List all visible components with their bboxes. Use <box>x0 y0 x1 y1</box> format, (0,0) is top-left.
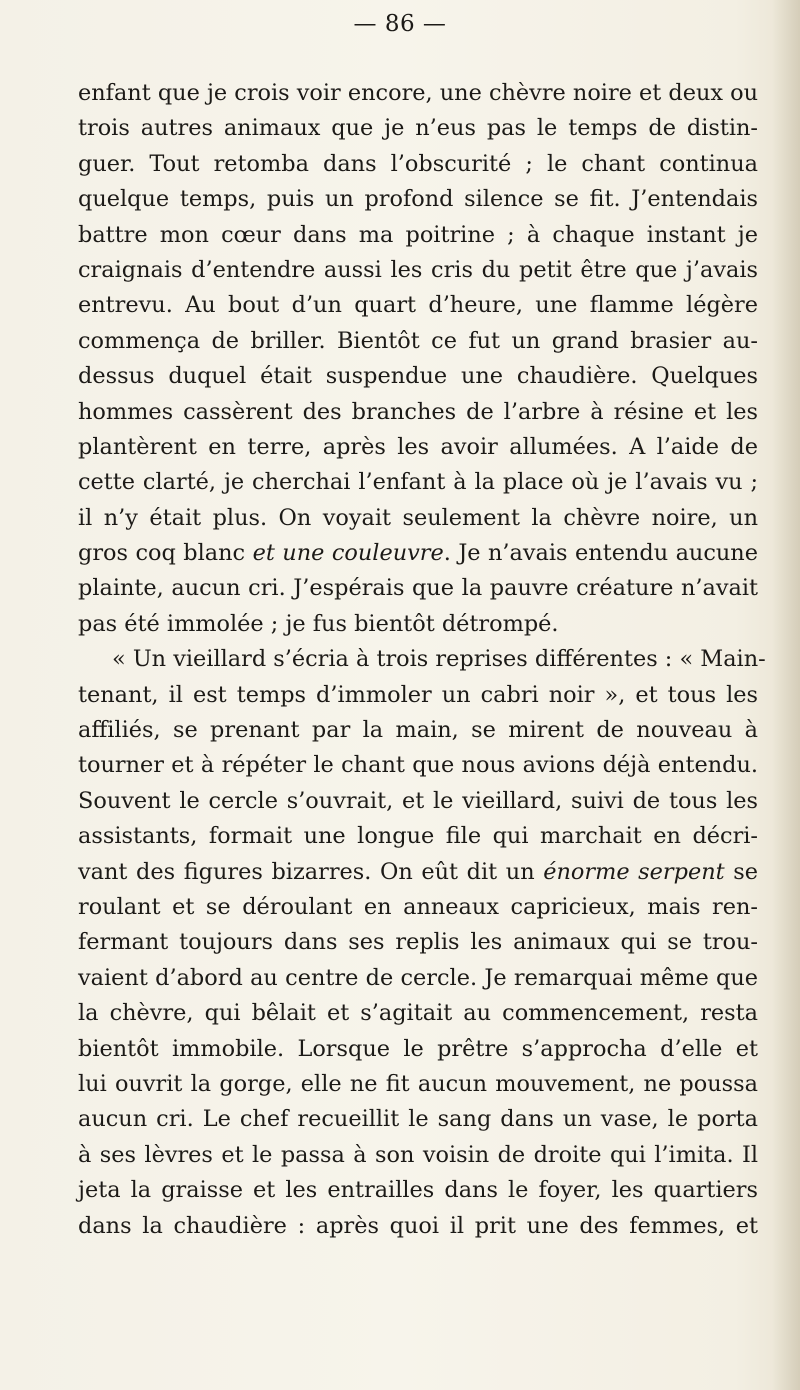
text-line: à ses lèvres et le passa à son voisin de droite qui l’imita. Il <box>78 1141 758 1168</box>
text-line: quelque temps, puis un profond silence se fit. J’entendais <box>78 186 758 213</box>
text-line: plantèrent en terre, après les avoir allumées. A l’aide de <box>78 433 758 460</box>
text-line: il n’y était plus. On voyait seulement la chèvre noire, un <box>78 504 758 531</box>
text-segment: se <box>724 858 758 885</box>
text-segment: . Je n’avais entendu aucune <box>443 540 758 567</box>
text-line: Souvent le cercle s’ouvrait, et le vieillard, suivi de tous les <box>78 787 758 814</box>
text-line: aucun cri. Le chef recueillit le sang dans un vase, le porta <box>78 1106 758 1133</box>
text-line: assistants, formait une longue file qui marchait en décri- <box>78 823 758 850</box>
text-line: pas été immolée ; je fus bientôt détrompé. <box>78 610 559 637</box>
italic-phrase: et une couleuvre <box>252 540 444 567</box>
text-line: jeta la graisse et les entrailles dans le foyer, les quartiers <box>78 1177 758 1204</box>
text-line: vaient d’abord au centre de cercle. Je remarquai même que <box>78 964 758 991</box>
text-line: guer. Tout retomba dans l’obscurité ; le chant continua <box>78 150 758 177</box>
text-line: plainte, aucun cri. J’espérais que la pauvre créature n’avait <box>78 575 758 602</box>
text-segment: vant des figures bizarres. On eût dit un <box>78 858 544 885</box>
text-line: tourner et à répéter le chant que nous avions déjà entendu. <box>78 752 758 779</box>
text-line: craignais d’entendre aussi les cris du petit être que j’avais <box>78 256 758 283</box>
text-line: cette clarté, je cherchai l’enfant à la place où je l’avais vu ; <box>78 469 758 496</box>
text-line: affiliés, se prenant par la main, se mirent de nouveau à <box>78 717 758 744</box>
text-line: enfant que je crois voir encore, une chèvre noire et deux ou <box>78 80 759 106</box>
text-line: « Un vieillard s’écria à trois reprises différentes : « Main- <box>112 646 766 673</box>
text-line <box>78 536 758 571</box>
text-line: dessus duquel était suspendue une chaudière. Quelques <box>78 363 758 390</box>
text-line: dans la chaudière : après quoi il prit une des femmes, et <box>78 1212 758 1239</box>
text-line: bientôt immobile. Lorsque le prêtre s’approcha d’elle et <box>78 1035 758 1062</box>
text-line: commença de briller. Bientôt ce fut un grand brasier au- <box>78 327 758 354</box>
text-line: tenant, il est temps d’immoler un cabri noir », et tous les <box>78 681 758 708</box>
text-segment: gros coq blanc <box>78 540 253 567</box>
italic-phrase: énorme serpent <box>543 858 725 885</box>
page-edge-shadow <box>772 0 800 1390</box>
body-text <box>78 76 766 1244</box>
text-line: trois autres animaux que je n’eus pas le temps de distin- <box>78 115 758 142</box>
text-line: lui ouvrit la gorge, elle ne fit aucun mouvement, ne poussa <box>78 1070 758 1097</box>
text-line: entrevu. Au bout d’un quart d’heure, une flamme légère <box>78 292 758 319</box>
text-line: la chèvre, qui bêlait et s’agitait au commencement, resta <box>78 1000 758 1027</box>
text-line: hommes cassèrent des branches de l’arbre à résine et les <box>78 398 758 425</box>
text-line: roulant et se déroulant en anneaux capricieux, mais ren- <box>78 893 758 920</box>
text-line: battre mon cœur dans ma poitrine ; à chaque instant je <box>78 221 758 248</box>
page-number: — 86 — <box>353 11 447 37</box>
text-line <box>78 855 758 890</box>
text-line: fermant toujours dans ses replis les animaux qui se trou- <box>78 929 758 956</box>
